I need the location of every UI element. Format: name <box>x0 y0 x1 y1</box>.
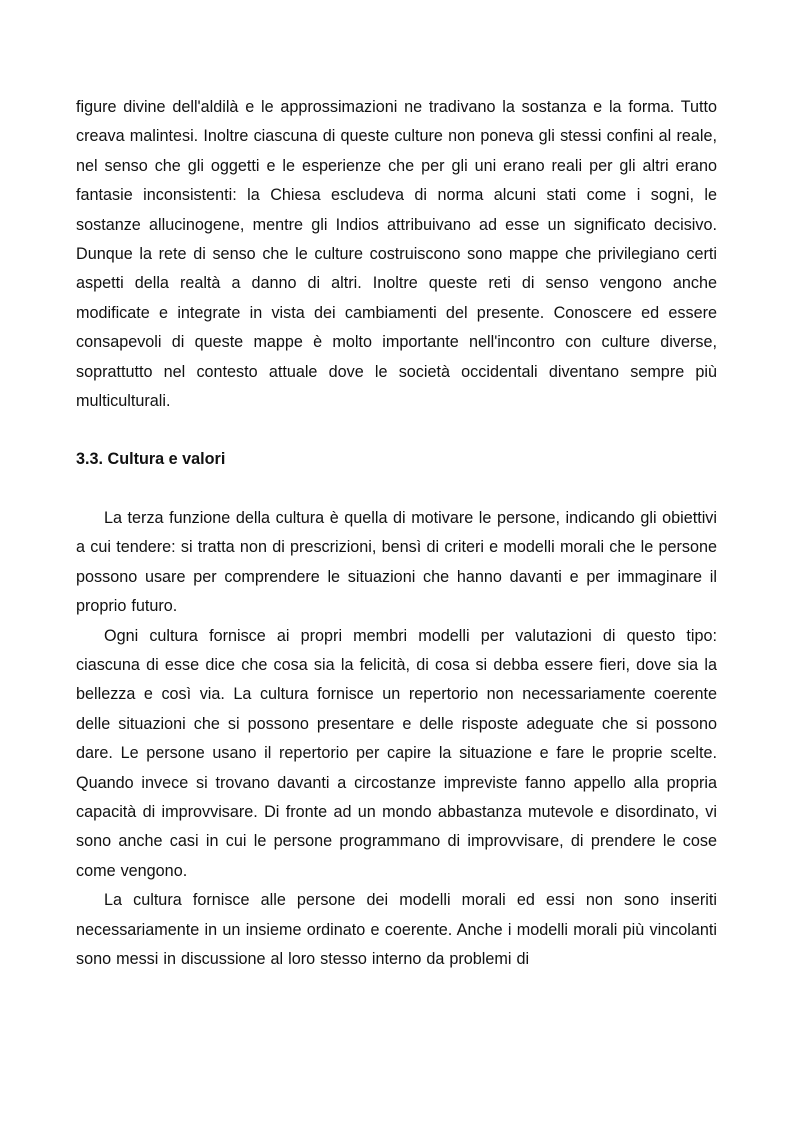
paragraph: La cultura fornisce alle persone dei modelli morali ed essi non sono inseriti necessariamente in un insieme ordinato e coerente. Anche i modelli morali più vincolanti sono messi in discussione al loro stesso interno da problemi di <box>76 891 717 968</box>
paragraph-continued: figure divine dell'aldilà e le approssimazioni ne tradivano la sostanza e la forma. Tutto creava malintesi. Inoltre ciascuna di queste culture non poneva gli stessi confini al reale, nel senso che gli oggetti e le esperienze che per gli uni erano reali per gli altri erano fantasie inconsistenti: la Chiesa escludeva di norma alcuni stati come i sogni, le sostanze allucinogene, mentre gli Indios attribuivano ad esse un significato decisivo. Dunque la rete di senso che le culture costruiscono sono mappe che privilegiano certi aspetti della realtà a danno di altri. Inoltre queste reti di senso vengono anche modificate e integrate in vista dei cambiamenti del presente. Conoscere ed essere consapevoli di queste mappe è molto importante nell'incontro con culture diverse, soprattutto nel contesto attuale dove le società occidentali diventano sempre più multiculturali. <box>76 98 717 411</box>
spacer <box>76 416 717 445</box>
section-heading: 3.3. Cultura e valori <box>76 450 226 469</box>
spacer <box>76 475 717 504</box>
document-page <box>76 93 717 974</box>
paragraph: La terza funzione della cultura è quella di motivare le persone, indicando gli obiettivi a cui tendere: si tratta non di prescrizioni, bensì di criteri e modelli morali che le persone possono usare per comprendere le situazioni che hanno davanti e per immaginare il proprio futuro. <box>76 508 717 616</box>
paragraph: Ogni cultura fornisce ai propri membri modelli per valutazioni di questo tipo: ciascuna di esse dice che cosa sia la felicità, di cosa si debba essere fieri, dove sia la bellezza e così via. La cultura fornisce un repertorio non necessariamente coerente delle situazioni che si possono presentare e delle risposte adeguate che si possono dare. Le persone usano il repertorio per capire la situazione e fare le proprie scelte. Quando invece si trovano davanti a circostanze impreviste fanno appello alla propria capacità di improvvisare. Di fronte ad un mondo abbastanza mutevole e disordinato, vi sono anche casi in cui le persone programmano di improvvisare, di prendere le cose come vengono. <box>76 626 717 880</box>
